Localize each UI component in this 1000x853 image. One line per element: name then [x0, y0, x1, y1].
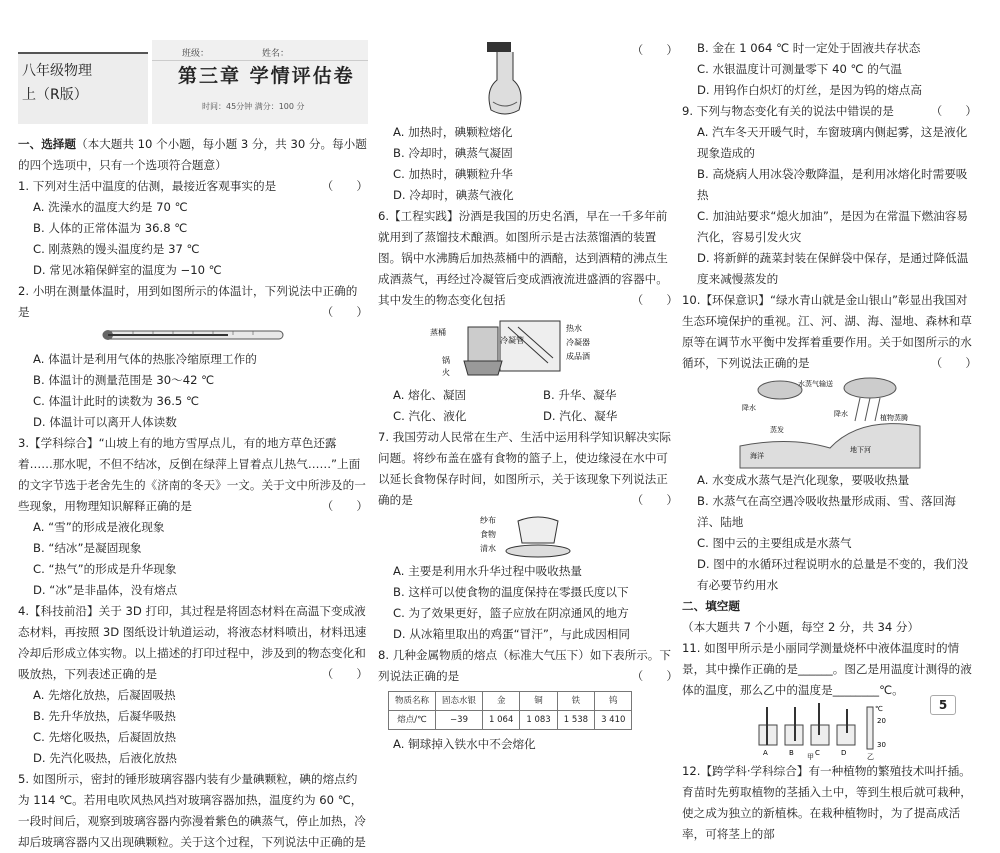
q8-option-d: D. 用钨作白炽灯的灯丝，是因为钨的熔点高: [697, 83, 922, 97]
question-1: 1. 下列对生活中温度的估测，最接近客观事实的是 （ ） A. 洗澡水的温度大约是 70 ℃ B. 人体的正常体温为 36.8 ℃ C. 刚蒸熟的馒头温度约是 37 ℃ D. 常见冰箱保鲜室的温度为 −10 ℃: [18, 176, 368, 281]
q7-option-c: C. 为了效果更好，篮子应放在阴凉通风的地方: [393, 606, 629, 620]
section-1-heading: 一、选择题（本大题共 10 个小题，每小题 3 分，共 30 分。每小题的四个选项中，只有一个选项符合题意）: [18, 137, 367, 172]
section-2-heading: 二、填空题（本大题共 7 个小题，每空 2 分，共 34 分）: [682, 599, 920, 634]
q4-option-c: C. 先熔化吸热，后凝固放热: [33, 730, 176, 744]
label-pot: 锅: [442, 356, 450, 365]
q1-option-a: A. 洗澡水的温度大约是 70 ℃: [33, 200, 188, 214]
q9-option-d: D. 将新鲜的蔬菜封装在保鲜袋中保存，是通过降低温度来减慢蒸发的: [697, 251, 969, 286]
q9-option-b: B. 高烧病人用冰袋冷敷降温，是利用冰熔化时需要吸热: [697, 167, 968, 202]
section-1-note: （本大题共 10 个小题，每小题 3 分，共 30 分。每小题的四个选项中，只有一个选项符合题意）: [18, 137, 367, 172]
subject: 八年级物理: [22, 63, 92, 79]
q2-option-a: A. 体温计是利用气体的热胀冷缩原理工作的: [33, 352, 257, 366]
label-precipitation-sea: 降水: [741, 404, 756, 412]
q2-option-d: D. 体温计可以离开人体读数: [33, 415, 177, 429]
question-3: 3.【学科综合】“山坡上有的地方雪厚点儿，有的地方草色还露着……那水呢，不但不结冰，反倒在绿萍上冒着点儿热气……”上面的文字节选于老舍先生的《济南的冬天》一文。关于文中所涉及的一些现象，用物理知识解释正确的是 （ ） A. “雪”的形成是液化现象 B. “结冰”是凝固现象 C. “热气”的形成是升华现象 D. “冰”是非晶体，没有熔点: [18, 433, 368, 601]
subject-box: [18, 52, 148, 124]
class-label: 班级：: [182, 49, 210, 59]
page-title: 第三章 学情评估卷: [178, 65, 355, 87]
label-water: 清水: [480, 544, 496, 553]
label-gauze: 纱布: [480, 516, 496, 525]
distillation-figure: [378, 313, 678, 383]
label-d: D: [840, 749, 846, 757]
melting-point-table: 物质名称 固态水银 金 铜 铁 钨 熔点/℃ −39 1 064 1 083 1 538 3 410: [388, 691, 632, 730]
label-c: C: [814, 749, 820, 757]
q1-option-b: B. 人体的正常体温为 36.8 ℃: [33, 221, 188, 235]
q8-option-c: C. 水银温度计可测量零下 40 ℃ 的气温: [697, 62, 903, 76]
page-number: 5: [930, 695, 956, 715]
question-2: 2. 小明在测量体温时，用到如图所示的体温计，下列说法中正确的是 （ ） A. 体温计是利用气体的热胀冷缩原理工作的 B. 体温计的测量范围是 30～42 ℃ C. 体温计此时的读数为 36.5 ℃ D. 体温计可以离开人体读数: [18, 281, 368, 433]
q5-option-b: B. 冷却时，碘蒸气凝固: [393, 146, 513, 160]
question-6: 6.【工程实践】汾酒是我国的历史名酒，早在一千多年前就用到了蒸馏技术酿酒。如图所示是古法蒸馏酒的装置图。锅中水沸腾后加热蒸桶中的酒醅，达到酒精的沸点生成酒蒸气，再经过冷凝管后变成酒液流进盛酒的容器中。其中发生的物态变化包括 （ ） 蒸桶 冷凝管 锅 火 热水 冷凝器 成品酒 A. 熔化、凝固 B. 升华、凝华 C. 汽化、液化 D. 汽化、凝华: [378, 206, 678, 427]
q9-option-c: C. 加油站要求“熄火加油”，是因为在常温下燃油容易汽化，容易引发火灾: [697, 209, 968, 244]
label-20: 20: [876, 717, 886, 725]
label-30: 30: [876, 741, 886, 749]
q9-option-a: A. 汽车冬天开暖气时，车窗玻璃内侧起雾，这是液化现象造成的: [697, 125, 968, 160]
water-cycle-figure: [682, 376, 977, 468]
iodine-container-figure: [378, 40, 632, 120]
q8-option-b: B. 金在 1 064 ℃ 时一定处于固液共存状态: [697, 41, 921, 55]
q7-option-d: D. 从冰箱里取出的鸡蛋“冒汗”，与此成因相同: [393, 627, 630, 641]
q4-option-b: B. 先升华放热，后凝华吸热: [33, 709, 176, 723]
exam-meta: 时间：45分钟 满分：100 分: [202, 102, 305, 111]
question-5-start: 5. 如图所示，密封的锤形玻璃容器内装有少量碘颗粒，碘的熔点约为 114 ℃。若用电吹风热风挡对玻璃容器加热，温度约为 60 ℃，一段时间后，观察到玻璃容器内弥漫着紫色的碘蒸气，停止加热，冷却后玻璃容器内又出现碘颗粒。关于这个过程，下列说法中正确的是: [18, 772, 366, 849]
question-9: 9. 下列与物态变化有关的说法中错误的是 （ ） A. 汽车冬天开暖气时，车窗玻璃内侧起雾，这是液化现象造成的 B. 高烧病人用冰袋冷敷降温，是利用冰熔化时需要吸热 C. 加油站要求“熄火加油”，是因为在常温下燃油容易汽化，容易引发火灾 D. 将新鲜的蔬菜封装在保鲜袋中保存，是通过降低温度来减慢蒸发的: [682, 101, 977, 290]
label-underground-river: 地下河: [849, 446, 871, 454]
column-left: [18, 0, 368, 849]
label-b: B: [788, 749, 794, 757]
question-12: 12.【跨学科·学科综合】有一种植物的繁殖技术叫扦插。育苗时先剪取植物的茎插入土中，等到生根后就可栽种，使之成为独立的新植株。在栽种植物时，为了提高成活率，可将茎上的部: [682, 764, 972, 841]
label-condenser: 冷凝器: [566, 338, 590, 347]
section-2-note: （本大题共 7 个小题，每空 2 分，共 34 分）: [682, 620, 920, 634]
q2-option-c: C. 体温计此时的读数为 36.5 ℃: [33, 394, 200, 408]
q3-option-d: D. “冰”是非晶体，没有熔点: [33, 583, 178, 597]
question-7: 7. 我国劳动人民常在生产、生活中运用科学知识解决实际问题。将纱布盖在盛有食物的篮子上，使边缘浸在水中可以延长食物保存时间，如图所示，关于该现象下列说法正确的是 （ ） 纱布 食物 清水 A. 主要是利用水升华过程中吸收热量 B. 这样可以使食物的温度保持在零摄氏度以下 C. 为了效果更好，篮子应放在阴凉通风的地方 D. 从冰箱里取出的鸡蛋“冒汗”，与此成因相同: [378, 427, 678, 645]
question-8: 8. 几种金属物质的熔点（标准大气压下）如下表所示。下列说法正确的是 （ ） 物质名称 固态水银 金 铜 铁 钨 熔点/℃ −39 1 064 1 083 1 538 3 410 A. 铜球掉入铁水中不会熔化: [378, 645, 678, 755]
q10-option-d: D. 图中的水循环过程说明水的总量是不变的，我们没有必要节约用水: [697, 557, 969, 592]
q10-option-c: C. 图中云的主要组成是水蒸气: [697, 536, 852, 550]
header: [18, 49, 368, 138]
label-yi: 乙: [866, 753, 874, 761]
question-5: [378, 40, 678, 206]
label-vapor-transport: 水蒸气输送: [797, 380, 833, 388]
question-4: 4.【科技前沿】关于 3D 打印，其过程是将固态材料在高温下变成液态材料，再按照 3D 图纸设计轨道运动，将液态材料喷出，材料迅速冷却后形成立体实物。以上描述的打印过程中，涉及到的物态变化和吸放热，下列表述正确的是 （ ） A. 先熔化放热，后凝固吸热 B. 先升华放热，后凝华吸热 C. 先熔化吸热，后凝固放热 D. 先汽化吸热，后液化放热: [18, 601, 368, 769]
title-box: [152, 40, 368, 124]
q5-option-d: D. 冷却时，碘蒸气液化: [393, 188, 514, 202]
label-a: A: [762, 749, 768, 757]
label-ocean: 海洋: [749, 452, 764, 460]
thermometer-figure: [18, 325, 368, 347]
label-evaporation: 蒸发: [769, 426, 784, 434]
divider: [152, 60, 368, 61]
label-steam-barrel: 蒸桶: [430, 328, 446, 337]
edition: 上（R版）: [22, 87, 88, 103]
q10-option-b: B. 水蒸气在高空遇冷吸收热量形成雨、雪、落回海洋、陆地: [697, 494, 956, 529]
question-10: 10.【环保意识】“绿水青山就是金山银山”彰显出我国对生态环境保护的重视。江、河、湖、海、湿地、森林和草原等在调节水平衡中发挥着重要作用。关于如图所示的水循环，下列说法正确的是 （ ） 水蒸气输送 降水 降水 蒸发 植物蒸腾 海洋 地下河 A. 水变成水蒸气是汽化现象，要吸收热量 B. 水蒸气在高空遇冷吸收热量形成雨、雪、落回海洋、陆地 C. 图中云的主要组成是水蒸气 D. 图中的水循环过程说明水的总量是不变的，我们没有必要节约用水: [682, 290, 977, 596]
label-product: 成品酒: [566, 352, 590, 361]
label-precipitation-land: 降水: [833, 410, 848, 418]
label-transpiration: 植物蒸腾: [879, 414, 908, 422]
q10-option-a: A. 水变成水蒸气是汽化现象，要吸收热量: [697, 473, 910, 487]
q4-option-a: A. 先熔化放热，后凝固吸热: [33, 688, 176, 702]
basket-figure: [378, 513, 678, 559]
q8-option-a: A. 铜球掉入铁水中不会熔化: [393, 737, 536, 751]
q3-option-a: A. “雪”的形成是液化现象: [33, 520, 165, 534]
q6-options-row-2: C. 汽化、液化 D. 汽化、凝华: [393, 409, 618, 423]
q7-option-b: B. 这样可以使食物的温度保持在零摄氏度以下: [393, 585, 629, 599]
q5-option-c: C. 加热时，碘颗粒升华: [393, 167, 513, 181]
q2-option-b: B. 体温计的测量范围是 30～42 ℃: [33, 373, 215, 387]
q5-option-a: A. 加热时，碘颗粒熔化: [393, 125, 513, 139]
q1-option-d: D. 常见冰箱保鲜室的温度为 −10 ℃: [33, 263, 222, 277]
q7-option-a: A. 主要是利用水升华过程中吸收热量: [393, 564, 583, 578]
name-label: 姓名：: [262, 49, 290, 59]
q3-option-c: C. “热气”的形成是升华现象: [33, 562, 177, 576]
q5-paren: （ ）: [631, 43, 678, 57]
label-fire: 火: [442, 368, 450, 377]
q4-option-d: D. 先汽化吸热，后液化放热: [33, 751, 177, 765]
q3-option-b: B. “结冰”是凝固现象: [33, 541, 142, 555]
q6-options-row-1: A. 熔化、凝固 B. 升华、凝华: [393, 388, 617, 402]
label-food: 食物: [480, 530, 496, 539]
column-middle: [378, 38, 678, 755]
question-11: 11. 如图甲所示是小丽同学测量烧杯中液体温度时的情景，其中操作正确的是______。图乙是用温度计测得的液体的温度，那么乙中的温度是________℃。 A B C D 甲 ℃ 20 30 乙: [682, 638, 977, 759]
label-jia: 甲: [806, 753, 814, 761]
label-hot-water: 热水: [566, 324, 582, 333]
q1-option-c: C. 刚蒸熟的馒头温度约是 37 ℃: [33, 242, 200, 256]
column-right: [682, 38, 977, 845]
label-unit: ℃: [874, 705, 883, 713]
label-condenser-pipe: 冷凝管: [500, 336, 524, 345]
